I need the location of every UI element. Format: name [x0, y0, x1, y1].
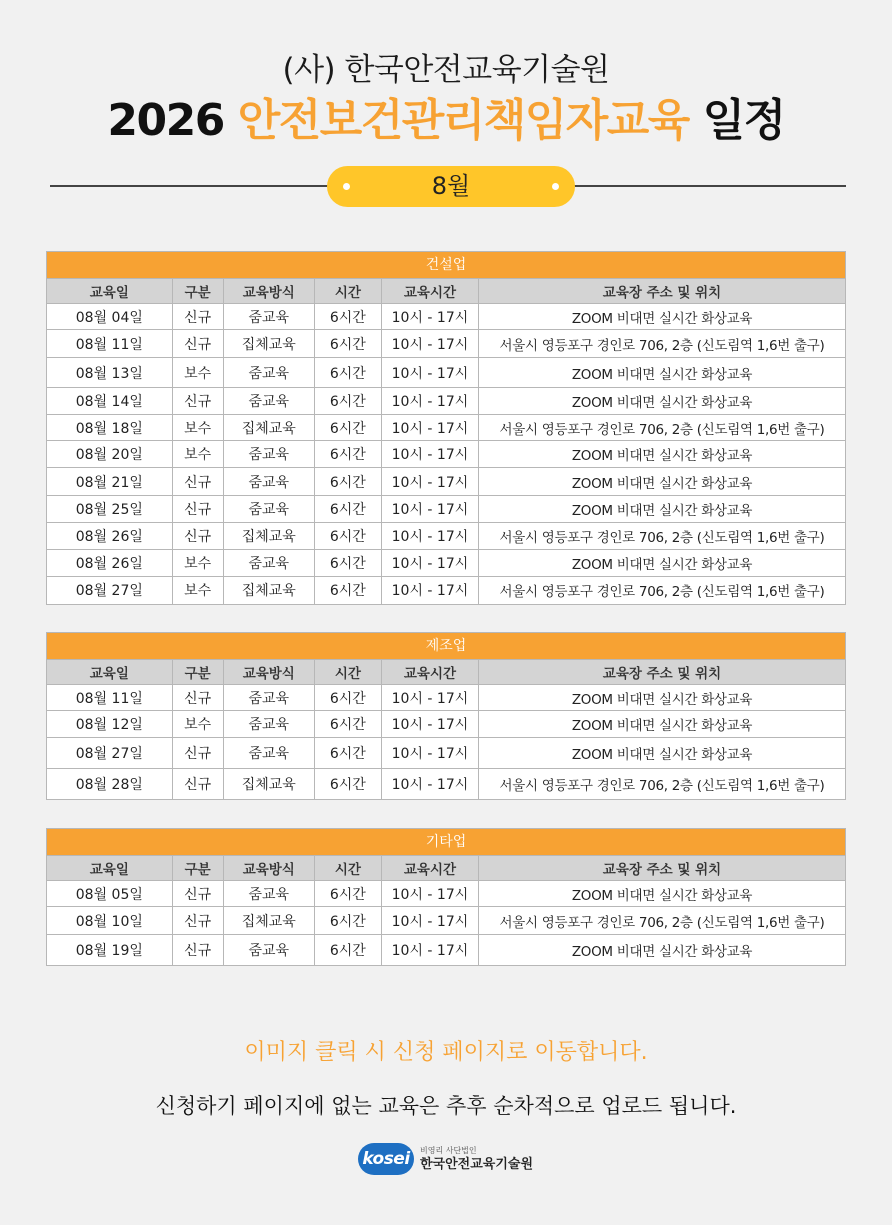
col-date: 08월 18일 — [47, 415, 172, 441]
table-row — [47, 468, 845, 496]
col-time: 10시 - 17시 — [381, 711, 478, 738]
column-header: 구분 — [172, 279, 223, 304]
table-row — [47, 330, 845, 358]
table-row — [47, 769, 845, 799]
column-header: 교육일 — [47, 856, 172, 881]
col-location: 서울시 영등포구 경인로 706, 2층 (신도림역 1,6번 출구) — [479, 415, 845, 441]
col-hours: 6시간 — [314, 685, 381, 711]
col-date: 08월 05일 — [47, 881, 172, 907]
table-row — [47, 935, 845, 965]
col-type: 신규 — [172, 881, 223, 907]
table-row — [47, 881, 845, 907]
org-title: (사) 한국안전교육기술원 — [282, 52, 610, 88]
col-type: 보수 — [172, 577, 223, 604]
table-row — [47, 496, 845, 523]
col-time: 10시 - 17시 — [381, 441, 478, 468]
col-method: 줌교육 — [223, 468, 314, 496]
col-location: ZOOM 비대면 실시간 화상교육 — [479, 496, 845, 523]
col-method: 줌교육 — [223, 388, 314, 415]
table-row — [47, 304, 845, 330]
col-location: 서울시 영등포구 경인로 706, 2층 (신도림역 1,6번 출구) — [479, 330, 845, 358]
column-header: 구분 — [172, 660, 223, 685]
col-location: 서울시 영등포구 경인로 706, 2층 (신도림역 1,6번 출구) — [479, 769, 845, 799]
col-hours: 6시간 — [314, 468, 381, 496]
table-row — [47, 388, 845, 415]
title-year: 2026 — [107, 95, 224, 146]
table-row — [47, 685, 845, 711]
col-time: 10시 - 17시 — [381, 738, 478, 769]
click-notice[interactable]: 이미지 클릭 시 신청 페이지로 이동합니다. — [244, 1040, 648, 1065]
col-hours: 6시간 — [314, 304, 381, 330]
col-date: 08월 13일 — [47, 358, 172, 388]
kosei-logo-icon: kosei — [358, 1143, 414, 1175]
col-location: ZOOM 비대면 실시간 화상교육 — [479, 738, 845, 769]
col-method: 집체교육 — [223, 577, 314, 604]
col-location: ZOOM 비대면 실시간 화상교육 — [479, 358, 845, 388]
col-hours: 6시간 — [314, 441, 381, 468]
col-hours: 6시간 — [314, 769, 381, 799]
column-header: 시간 — [314, 279, 381, 304]
column-header: 교육장 주소 및 위치 — [479, 660, 845, 685]
table-header-row — [47, 279, 845, 304]
column-header: 교육일 — [47, 279, 172, 304]
schedule-table — [47, 856, 845, 965]
col-location: ZOOM 비대면 실시간 화상교육 — [479, 711, 845, 738]
col-time: 10시 - 17시 — [381, 358, 478, 388]
col-method: 줌교육 — [223, 881, 314, 907]
col-location: ZOOM 비대면 실시간 화상교육 — [479, 441, 845, 468]
schedule-section-construction — [46, 251, 846, 605]
col-method: 집체교육 — [223, 330, 314, 358]
col-hours: 6시간 — [314, 388, 381, 415]
col-type: 신규 — [172, 388, 223, 415]
col-hours: 6시간 — [314, 738, 381, 769]
col-date: 08월 11일 — [47, 330, 172, 358]
col-method: 줌교육 — [223, 711, 314, 738]
col-time: 10시 - 17시 — [381, 550, 478, 577]
col-type: 신규 — [172, 330, 223, 358]
dot-icon — [343, 183, 350, 190]
col-date: 08월 27일 — [47, 577, 172, 604]
col-location: ZOOM 비대면 실시간 화상교육 — [479, 304, 845, 330]
col-hours: 6시간 — [314, 711, 381, 738]
col-location: 서울시 영등포구 경인로 706, 2층 (신도림역 1,6번 출구) — [479, 577, 845, 604]
col-date: 08월 04일 — [47, 304, 172, 330]
col-location: ZOOM 비대면 실시간 화상교육 — [479, 468, 845, 496]
col-hours: 6시간 — [314, 577, 381, 604]
month-badge — [327, 166, 575, 207]
col-time: 10시 - 17시 — [381, 330, 478, 358]
col-type: 신규 — [172, 935, 223, 965]
title-course: 안전보건관리책임자교육 — [237, 95, 689, 146]
month-label: 8월 — [431, 172, 471, 200]
col-hours: 6시간 — [314, 523, 381, 550]
col-date: 08월 19일 — [47, 935, 172, 965]
column-header: 시간 — [314, 856, 381, 881]
col-method: 집체교육 — [223, 769, 314, 799]
table-row — [47, 523, 845, 550]
column-header: 교육방식 — [223, 660, 314, 685]
col-type: 신규 — [172, 769, 223, 799]
col-method: 줌교육 — [223, 441, 314, 468]
schedule-table — [47, 279, 845, 604]
col-method: 줌교육 — [223, 496, 314, 523]
col-method: 줌교육 — [223, 738, 314, 769]
col-location: ZOOM 비대면 실시간 화상교육 — [479, 935, 845, 965]
section-title: 제조업 — [47, 633, 845, 660]
col-method: 집체교육 — [223, 523, 314, 550]
col-date: 08월 20일 — [47, 441, 172, 468]
col-time: 10시 - 17시 — [381, 304, 478, 330]
col-location: ZOOM 비대면 실시간 화상교육 — [479, 685, 845, 711]
col-type: 신규 — [172, 738, 223, 769]
col-hours: 6시간 — [314, 935, 381, 965]
col-date: 08월 12일 — [47, 711, 172, 738]
col-time: 10시 - 17시 — [381, 769, 478, 799]
col-type: 보수 — [172, 358, 223, 388]
col-hours: 6시간 — [314, 358, 381, 388]
logo-subtitle: 비영리 사단법인 — [420, 1146, 477, 1155]
column-header: 교육시간 — [381, 660, 478, 685]
col-date: 08월 26일 — [47, 550, 172, 577]
title-suffix: 일정 — [702, 95, 785, 146]
col-date: 08월 11일 — [47, 685, 172, 711]
col-hours: 6시간 — [314, 496, 381, 523]
column-header: 교육일 — [47, 660, 172, 685]
dot-icon — [552, 183, 559, 190]
col-date: 08월 14일 — [47, 388, 172, 415]
col-type: 신규 — [172, 685, 223, 711]
table-row — [47, 550, 845, 577]
table-row — [47, 907, 845, 935]
schedule-section-manufacturing — [46, 632, 846, 800]
table-row — [47, 415, 845, 441]
col-method: 집체교육 — [223, 907, 314, 935]
col-hours: 6시간 — [314, 881, 381, 907]
table-header-row — [47, 660, 845, 685]
col-time: 10시 - 17시 — [381, 881, 478, 907]
col-time: 10시 - 17시 — [381, 935, 478, 965]
col-hours: 6시간 — [314, 330, 381, 358]
page-title — [0, 84, 892, 148]
schedule-section-other — [46, 828, 846, 966]
col-method: 줌교육 — [223, 550, 314, 577]
col-method: 줌교육 — [223, 685, 314, 711]
table-row — [47, 738, 845, 769]
schedule-table — [47, 660, 845, 799]
section-title: 기타업 — [47, 829, 845, 856]
table-row — [47, 358, 845, 388]
col-time: 10시 - 17시 — [381, 415, 478, 441]
col-time: 10시 - 17시 — [381, 468, 478, 496]
column-header: 구분 — [172, 856, 223, 881]
org-logo — [358, 1142, 533, 1176]
col-location: 서울시 영등포구 경인로 706, 2층 (신도림역 1,6번 출구) — [479, 523, 845, 550]
col-type: 보수 — [172, 550, 223, 577]
col-method: 줌교육 — [223, 304, 314, 330]
col-hours: 6시간 — [314, 907, 381, 935]
logo-name: 한국안전교육기술원 — [420, 1157, 534, 1172]
col-method: 줌교육 — [223, 358, 314, 388]
col-location: ZOOM 비대면 실시간 화상교육 — [479, 550, 845, 577]
col-type: 신규 — [172, 907, 223, 935]
col-location: ZOOM 비대면 실시간 화상교육 — [479, 881, 845, 907]
col-time: 10시 - 17시 — [381, 577, 478, 604]
col-date: 08월 27일 — [47, 738, 172, 769]
column-header: 시간 — [314, 660, 381, 685]
column-header: 교육장 주소 및 위치 — [479, 856, 845, 881]
col-time: 10시 - 17시 — [381, 523, 478, 550]
col-date: 08월 21일 — [47, 468, 172, 496]
col-location: 서울시 영등포구 경인로 706, 2층 (신도림역 1,6번 출구) — [479, 907, 845, 935]
column-header: 교육시간 — [381, 279, 478, 304]
col-date: 08월 26일 — [47, 523, 172, 550]
col-hours: 6시간 — [314, 415, 381, 441]
col-time: 10시 - 17시 — [381, 496, 478, 523]
table-row — [47, 711, 845, 738]
column-header: 교육시간 — [381, 856, 478, 881]
col-type: 신규 — [172, 496, 223, 523]
column-header: 교육방식 — [223, 856, 314, 881]
col-hours: 6시간 — [314, 550, 381, 577]
col-location: ZOOM 비대면 실시간 화상교육 — [479, 388, 845, 415]
upload-notice: 신청하기 페이지에 없는 교육은 추후 순차적으로 업로드 됩니다. — [155, 1094, 737, 1118]
col-date: 08월 28일 — [47, 769, 172, 799]
col-method: 집체교육 — [223, 415, 314, 441]
section-title: 건설업 — [47, 252, 845, 279]
col-type: 보수 — [172, 711, 223, 738]
col-time: 10시 - 17시 — [381, 685, 478, 711]
col-time: 10시 - 17시 — [381, 388, 478, 415]
col-type: 보수 — [172, 441, 223, 468]
col-type: 신규 — [172, 304, 223, 330]
col-date: 08월 25일 — [47, 496, 172, 523]
col-method: 줌교육 — [223, 935, 314, 965]
table-row — [47, 441, 845, 468]
col-date: 08월 10일 — [47, 907, 172, 935]
col-type: 신규 — [172, 468, 223, 496]
col-type: 보수 — [172, 415, 223, 441]
col-type: 신규 — [172, 523, 223, 550]
col-time: 10시 - 17시 — [381, 907, 478, 935]
table-header-row — [47, 856, 845, 881]
column-header: 교육방식 — [223, 279, 314, 304]
column-header: 교육장 주소 및 위치 — [479, 279, 845, 304]
table-row — [47, 577, 845, 604]
